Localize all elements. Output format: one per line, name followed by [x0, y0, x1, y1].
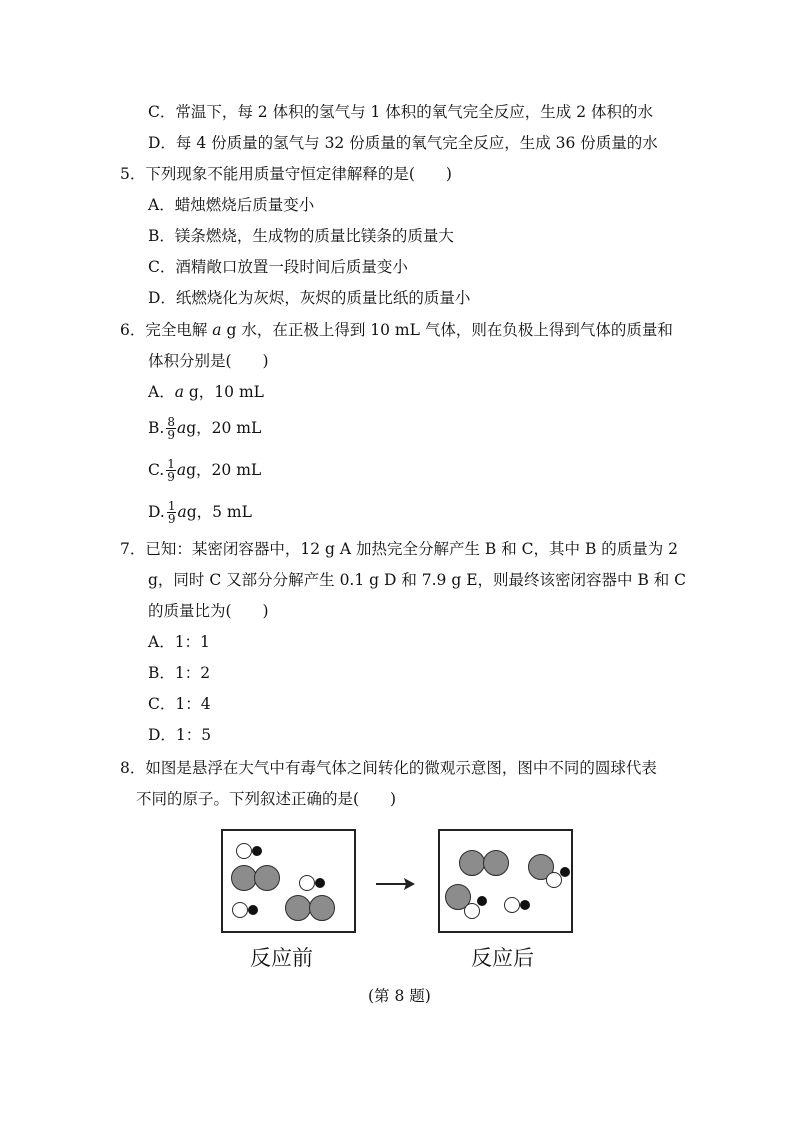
q6-option-d — [148, 492, 252, 532]
fraction-denominator: 9 — [167, 469, 175, 484]
q7-option-c: C．1：4 — [148, 695, 211, 713]
large-atom — [254, 865, 280, 891]
q7-option-a: A．1：1 — [148, 633, 210, 651]
q6-stem-var: a — [212, 321, 222, 339]
fraction-numerator: 8 — [167, 414, 175, 429]
q4-option-d: D．每 4 份质量的氢气与 32 份质量的氧气完全反应，生成 36 份质量的水 — [148, 134, 658, 152]
before-reaction-label: 反应前 — [250, 946, 313, 970]
black-atom — [477, 896, 487, 906]
black-atom — [252, 846, 262, 856]
q6-stem-post: g 水，在正极上得到 10 mL 气体，则在负极上得到气体的质量和 — [221, 321, 673, 339]
q8-line1: 8．如图是悬浮在大气中有毒气体之间转化的微观示意图，图中不同的圆球代表 — [120, 759, 657, 777]
q6-option-c-rest: g，20 mL — [186, 461, 262, 479]
black-atom — [560, 867, 570, 877]
q4-option-c: C．常温下，每 2 体积的氢气与 1 体积的氧气完全反应，生成 2 体积的水 — [148, 103, 654, 121]
q6-option-c-var: a — [176, 461, 187, 479]
q6-option-d-fraction — [167, 500, 177, 525]
white-atom — [504, 897, 520, 913]
fraction-numerator: 1 — [167, 456, 175, 471]
q7-line1: 7．已知：某密闭容器中，12 g A 加热完全分解产生 B 和 C，其中 B 的质量为 2 — [120, 540, 679, 558]
before-reaction-box — [221, 829, 356, 933]
q6-option-b — [148, 408, 261, 448]
q6-option-d-rest: g，5 mL — [186, 503, 252, 521]
white-atom — [299, 875, 315, 891]
q7-line3: 的质量比为( ) — [148, 602, 269, 620]
q6-option-b-fraction — [166, 416, 176, 441]
black-atom — [315, 878, 325, 888]
fraction-numerator: 1 — [167, 498, 176, 513]
black-atom — [520, 900, 530, 910]
after-reaction-box — [438, 829, 573, 933]
q7-option-b: B．1：2 — [148, 664, 211, 682]
q6-option-c — [148, 450, 261, 490]
q6-option-a-var: a — [174, 383, 184, 401]
q6-option-b-var: a — [176, 419, 187, 437]
q5-option-b: B．镁条燃烧，生成物的质量比镁条的质量大 — [148, 227, 454, 245]
q7-option-d: D．1：5 — [148, 726, 212, 744]
white-atom — [546, 872, 562, 888]
q6-option-b-label: B. — [148, 419, 165, 437]
q5-stem: 5．下列现象不能用质量守恒定律解释的是( ) — [120, 165, 452, 183]
fraction-denominator: 9 — [167, 511, 176, 526]
q6-option-b-rest: g，20 mL — [186, 419, 262, 437]
large-atom — [483, 850, 509, 876]
q6-option-a-rest: g，10 mL — [183, 383, 264, 401]
white-atom — [232, 902, 248, 918]
reaction-arrow-icon — [375, 876, 417, 892]
q6-stem-line2: 体积分别是( ) — [148, 352, 269, 370]
q6-option-a-label: A． — [148, 383, 175, 401]
q6-stem-pre: 6．完全电解 — [120, 321, 213, 339]
large-atom — [285, 895, 311, 921]
q8-line2: 不同的原子。下列叙述正确的是( ) — [136, 790, 397, 808]
white-atom — [236, 843, 252, 859]
q6-option-d-label: D. — [148, 503, 165, 521]
q7-line2: g，同时 C 又部分分解产生 0.1 g D 和 7.9 g E，则最终该密闭容器中 B 和 C — [148, 571, 687, 589]
q6-option-c-fraction — [166, 458, 176, 483]
q6-option-a — [148, 382, 264, 402]
q6-stem — [120, 320, 673, 340]
q5-option-a: A．蜡烛燃烧后质量变小 — [148, 196, 315, 214]
fraction-denominator: 9 — [167, 427, 175, 442]
black-atom — [248, 905, 258, 915]
q5-option-c: C．酒精敞口放置一段时间后质量变小 — [148, 258, 408, 276]
large-atom — [309, 895, 335, 921]
after-reaction-label: 反应后 — [471, 946, 534, 970]
figure-caption: (第 8 题) — [368, 987, 431, 1005]
q6-option-d-var: a — [177, 503, 187, 521]
q5-option-d: D．纸燃烧化为灰烬，灰烬的质量比纸的质量小 — [148, 289, 471, 307]
q6-option-c-label: C. — [148, 461, 165, 479]
white-atom — [464, 903, 480, 919]
large-atom — [459, 850, 485, 876]
